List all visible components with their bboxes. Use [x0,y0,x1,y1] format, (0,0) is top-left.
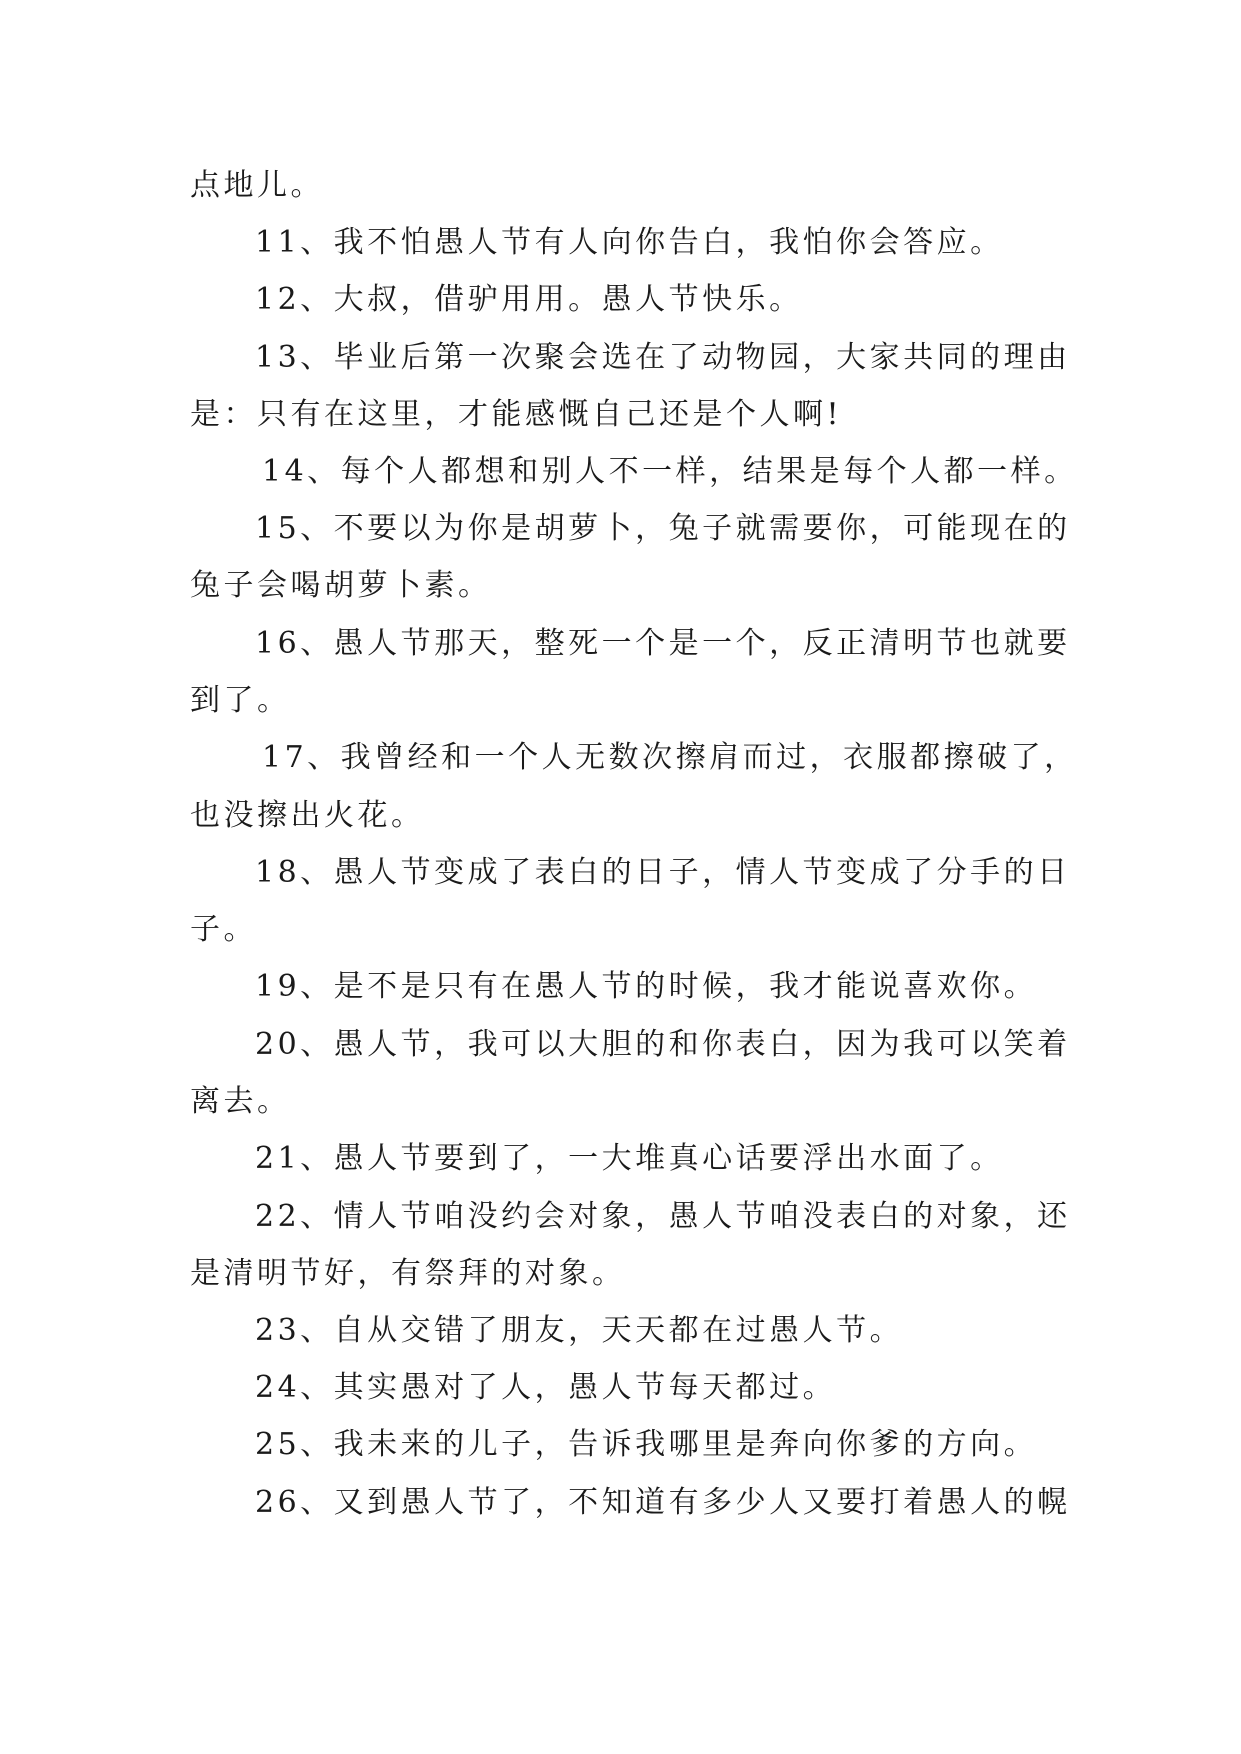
text-line: 子。 [190,912,257,947]
text-line: 26、又到愚人节了，不知道有多少人又要打着愚人的幌 [255,1485,1071,1520]
text-line: 是清明节好，有祭拜的对象。 [190,1256,626,1291]
text-line: 20、愚人节，我可以大胆的和你表白，因为我可以笑着 [255,1027,1071,1062]
text-line: 兔子会喝胡萝卜素。 [190,568,492,603]
text-line: 11、我不怕愚人节有人向你告白，我怕你会答应。 [255,225,1004,260]
text-line: 是：只有在这里，才能感慨自己还是个人啊! [190,397,843,432]
text-line: 也没擦出火花。 [190,798,425,833]
text-line: 25、我未来的儿子，告诉我哪里是奔向你爹的方向。 [255,1427,1038,1462]
text-line: 16、愚人节那天，整死一个是一个，反正清明节也就要 [255,626,1071,661]
text-line: 离去。 [190,1084,291,1119]
text-line: 12、大叔，借驴用用。愚人节快乐。 [255,282,803,317]
text-line: 17、我曾经和一个人无数次擦肩而过，衣服都擦破了， [262,740,1078,775]
text-line: 23、自从交错了朋友，天天都在过愚人节。 [255,1313,904,1348]
text-line: 24、其实愚对了人，愚人节每天都过。 [255,1370,837,1405]
text-line: 18、愚人节变成了表白的日子，情人节变成了分手的日 [255,855,1071,890]
text-line: 19、是不是只有在愚人节的时候，我才能说喜欢你。 [255,969,1038,1004]
text-line: 14、每个人都想和别人不一样，结果是每个人都一样。 [262,454,1078,489]
text-line: 22、情人节咱没约会对象，愚人节咱没表白的对象，还 [255,1199,1071,1234]
text-line: 15、不要以为你是胡萝卜，兔子就需要你，可能现在的 [255,511,1071,546]
text-line: 到了。 [190,683,291,718]
text-line: 点地儿。 [190,168,324,203]
text-line: 21、愚人节要到了，一大堆真心话要浮出水面了。 [255,1141,1004,1176]
text-line: 13、毕业后第一次聚会选在了动物园，大家共同的理由 [255,340,1071,375]
